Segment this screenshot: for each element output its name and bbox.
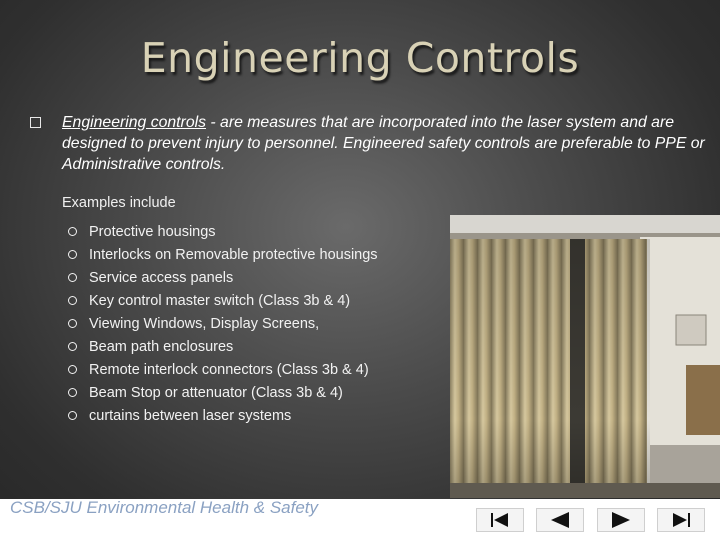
ring-bullet-icon (68, 365, 77, 374)
list-item (68, 381, 378, 404)
first-slide-icon (477, 509, 523, 531)
list-item-label: Protective housings (89, 223, 216, 240)
list-item (68, 289, 378, 312)
list-item (68, 266, 378, 289)
last-slide-icon (658, 509, 704, 531)
intro-paragraph (62, 112, 712, 175)
first-slide-button[interactable] (476, 508, 524, 532)
list-item-label: Beam path enclosures (89, 338, 234, 355)
list-item-label: Key control master switch (Class 3b & 4) (89, 292, 351, 309)
list-item-label: Service access panels (89, 269, 234, 286)
ring-bullet-icon (68, 296, 77, 305)
ring-bullet-icon (68, 388, 77, 397)
slide-title: Engineering Controls (140, 34, 580, 82)
ring-bullet-icon (68, 411, 77, 420)
curtain-photo-illustration (450, 215, 720, 498)
ring-bullet-icon (68, 342, 77, 351)
square-bullet-icon (30, 117, 41, 128)
curtain-photo (450, 215, 720, 498)
list-item (68, 312, 378, 335)
examples-list (68, 220, 378, 427)
list-item-label: Beam Stop or attenuator (Class 3b & 4) (89, 384, 343, 401)
intro-term: Engineering controls (62, 114, 207, 131)
ring-bullet-icon (68, 319, 77, 328)
last-slide-button[interactable] (657, 508, 705, 532)
footer-text: CSB/SJU Environmental Health & Safety (10, 498, 319, 517)
list-item (68, 358, 378, 381)
list-item-label: Viewing Windows, Display Screens, (89, 315, 320, 332)
ring-bullet-icon (68, 250, 77, 259)
examples-heading: Examples include (62, 195, 176, 211)
list-item-label: Remote interlock connectors (Class 3b & 4) (89, 361, 369, 378)
list-item (68, 335, 378, 358)
previous-slide-button[interactable] (536, 508, 584, 532)
ring-bullet-icon (68, 273, 77, 282)
next-slide-button[interactable] (597, 508, 645, 532)
list-item-label: curtains between laser systems (89, 407, 292, 424)
ring-bullet-icon (68, 227, 77, 236)
list-item-label: Interlocks on Removable protective housings (89, 246, 378, 263)
list-item (68, 404, 378, 427)
list-item (68, 243, 378, 266)
intro-text: - are measures that are incorporated into the laser system and are designed to prevent injury to personnel. Engineered safety controls are preferable to PPE or Administrative controls. (62, 114, 705, 173)
previous-slide-icon (537, 509, 583, 531)
next-slide-icon (598, 509, 644, 531)
list-item (68, 220, 378, 243)
